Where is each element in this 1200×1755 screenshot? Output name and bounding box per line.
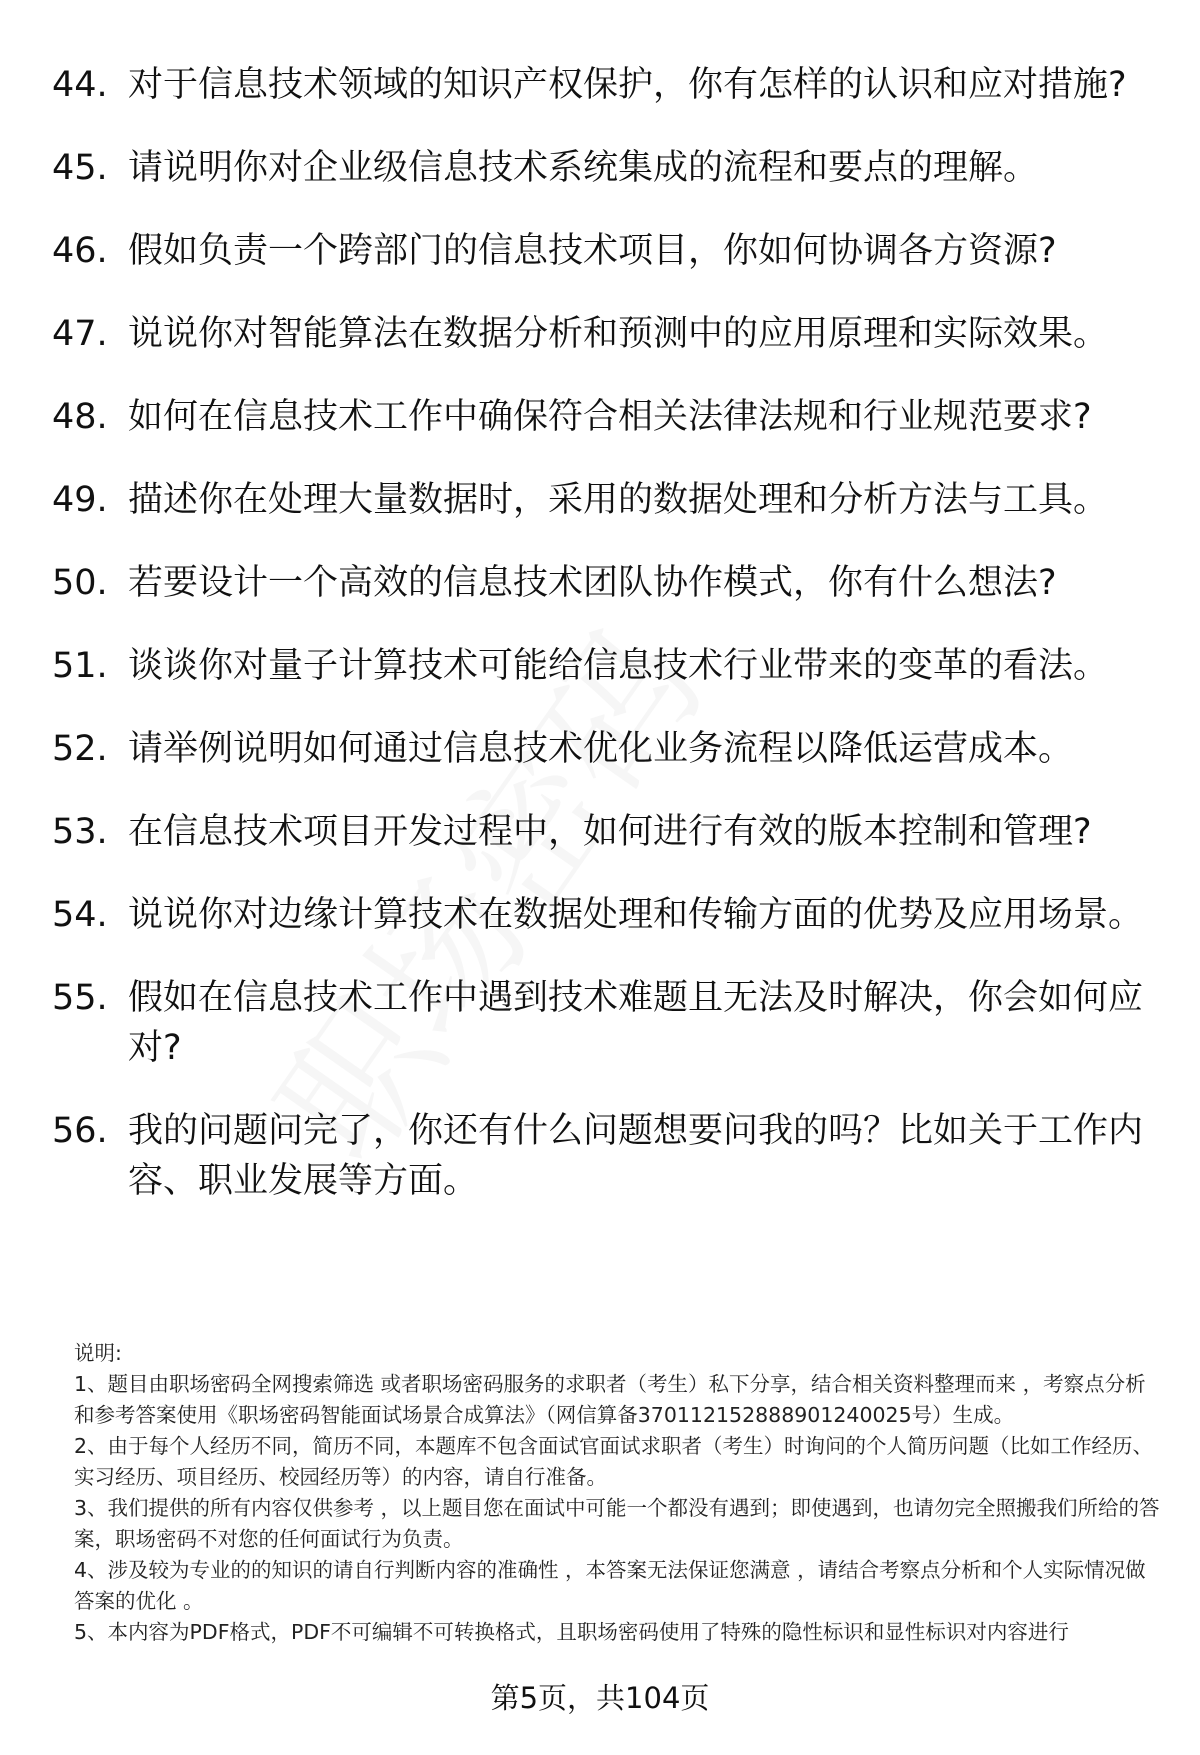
question-number: 45. bbox=[52, 148, 108, 188]
question-item bbox=[52, 641, 1162, 691]
question-text: 描述你在处理大量数据时，采用的数据处理和分析方法与工具。 bbox=[128, 480, 1109, 520]
question-text: 说说你对边缘计算技术在数据处理和传输方面的优势及应用场景。 bbox=[128, 895, 1144, 935]
question-item bbox=[52, 724, 1162, 774]
question-item bbox=[52, 890, 1162, 940]
question-number: 49. bbox=[52, 480, 108, 520]
question-item bbox=[52, 309, 1162, 359]
question-text: 对于信息技术领域的知识产权保护，你有怎样的认识和应对措施? bbox=[128, 65, 1127, 105]
question-item bbox=[52, 226, 1162, 276]
notes-section bbox=[74, 1338, 1164, 1648]
question-item bbox=[52, 558, 1162, 608]
question-text: 在信息技术项目开发过程中，如何进行有效的版本控制和管理? bbox=[128, 812, 1092, 852]
question-item bbox=[52, 475, 1162, 525]
question-item bbox=[52, 143, 1162, 193]
question-number: 44. bbox=[52, 65, 108, 105]
question-item bbox=[52, 1106, 1162, 1206]
note-item: 5、本内容为PDF格式，PDF不可编辑不可转换格式，且职场密码使用了特殊的隐性标识和显性标识对内容进行 bbox=[74, 1620, 1069, 1644]
question-text: 谈谈你对量子计算技术可能给信息技术行业带来的变革的看法。 bbox=[128, 646, 1109, 686]
question-number: 46. bbox=[52, 231, 108, 271]
question-text: 如何在信息技术工作中确保符合相关法律法规和行业规范要求? bbox=[128, 397, 1092, 437]
question-number: 48. bbox=[52, 397, 108, 437]
question-text: 请说明你对企业级信息技术系统集成的流程和要点的理解。 bbox=[128, 148, 1039, 188]
page-number: 第5页，共104页 bbox=[490, 1681, 710, 1715]
question-text: 假如在信息技术工作中遇到技术难题且无法及时解决，你会如何应对? bbox=[128, 978, 1144, 1068]
question-number: 50. bbox=[52, 563, 108, 603]
question-number: 52. bbox=[52, 729, 108, 769]
question-text: 请举例说明如何通过信息技术优化业务流程以降低运营成本。 bbox=[128, 729, 1074, 769]
question-text: 若要设计一个高效的信息技术团队协作模式，你有什么想法? bbox=[128, 563, 1057, 603]
question-number: 55. bbox=[52, 978, 108, 1018]
question-number: 53. bbox=[52, 812, 108, 852]
notes-title: 说明: bbox=[74, 1341, 122, 1365]
note-item: 1、题目由职场密码全网搜索筛选 或者职场密码服务的求职者（考生）私下分享，结合相关资料整理而来 ，考察点分析和参考答案使用《职场密码智能面试场景合成算法》（网信算备370112152888901240025号）生成。 bbox=[74, 1372, 1146, 1427]
question-item bbox=[52, 392, 1162, 442]
note-item: 2、由于每个人经历不同，简历不同，本题库不包含面试官面试求职者（考生）时询问的个人简历问题（比如工作经历、实习经历、项目经历、校园经历等）的内容，请自行准备。 bbox=[74, 1434, 1154, 1489]
question-number: 47. bbox=[52, 314, 108, 354]
question-list bbox=[52, 60, 1162, 1239]
question-text: 假如负责一个跨部门的信息技术项目，你如何协调各方资源? bbox=[128, 231, 1057, 271]
question-number: 56. bbox=[52, 1111, 108, 1151]
question-item bbox=[52, 807, 1162, 857]
note-item: 3、我们提供的所有内容仅供参考 ，以上题目您在面试中可能一个都没有遇到；即使遇到，也请勿完全照搬我们所给的答案，职场密码不对您的任何面试行为负责。 bbox=[74, 1496, 1160, 1551]
question-item bbox=[52, 973, 1162, 1073]
question-number: 54. bbox=[52, 895, 108, 935]
question-item bbox=[52, 60, 1162, 110]
note-item: 4、涉及较为专业的的知识的请自行判断内容的准确性 ，本答案无法保证您满意 ，请结合考察点分析和个人实际情况做答案的优化 。 bbox=[74, 1558, 1146, 1613]
question-number: 51. bbox=[52, 646, 108, 686]
question-text: 我的问题问完了，你还有什么问题想要问我的吗？比如关于工作内容、职业发展等方面。 bbox=[128, 1111, 1144, 1201]
question-text: 说说你对智能算法在数据分析和预测中的应用原理和实际效果。 bbox=[128, 314, 1109, 354]
